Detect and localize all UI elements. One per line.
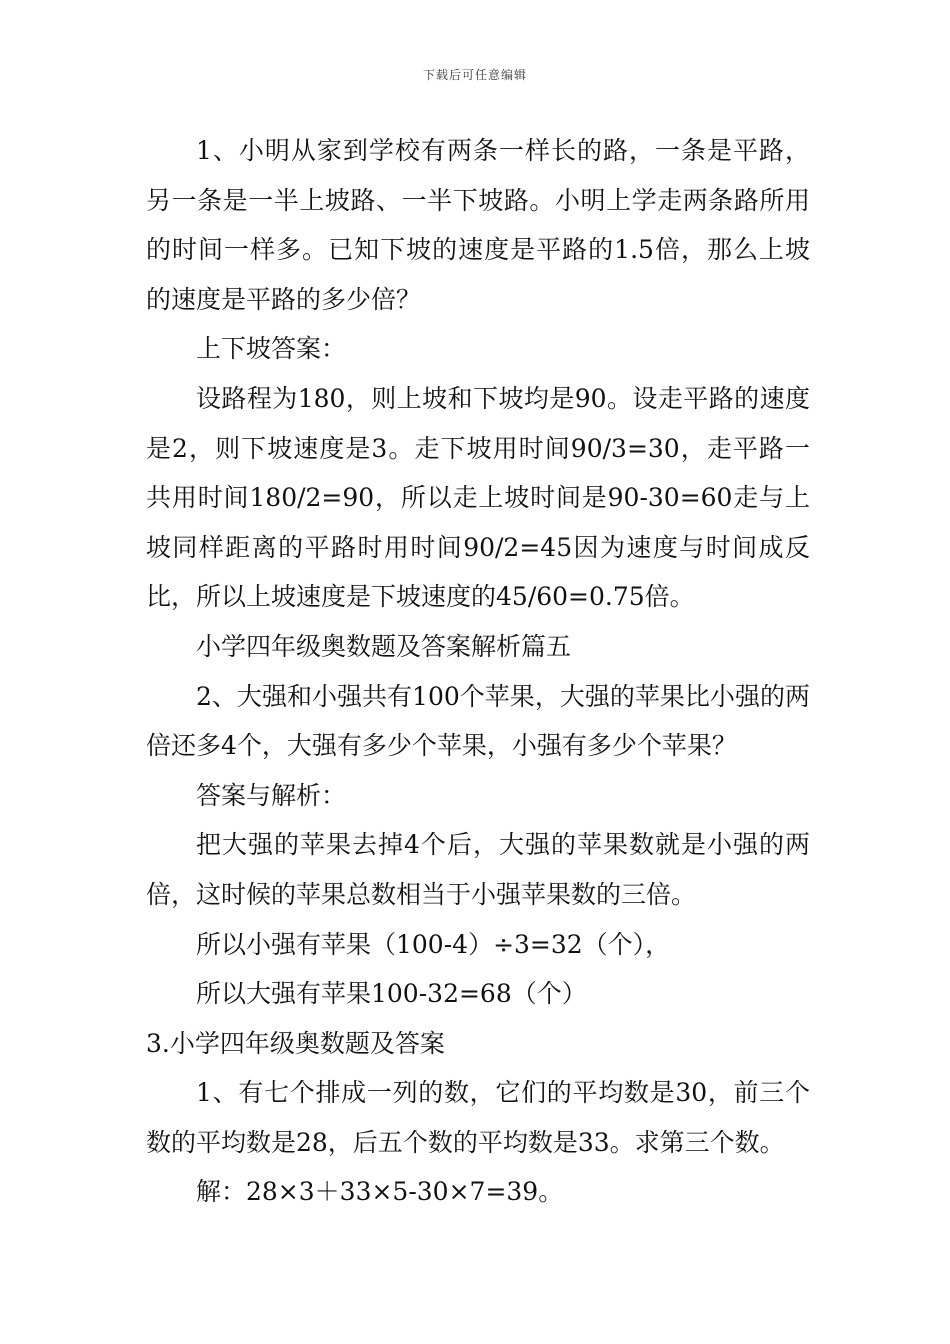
calculation-line-2: 所以大强有苹果100-32=68（个） — [196, 979, 587, 1009]
calculation-line-1: 所以小强有苹果（100-4）÷3=32（个）， — [196, 929, 671, 959]
page-header: 下载后可任意编辑 — [422, 68, 527, 82]
section-title: 小学四年级奥数题及答案解析篇五 — [196, 631, 572, 661]
problem-2-paragraph: 2、大强和小强共有100个苹果，大强的苹果比小强的两倍还多4个，大强有多少个苹果，小强有多少个苹果？ — [146, 681, 810, 761]
answer-paragraph: 设路程为180，则上坡和下坡均是90。设走平路的速度是2，则下坡速度是3。走下坡用时间90/3=30，走平路一共用时间180/2=90，所以走上坡时间是90-30=60走与上坡同样距离的平路时用时间90/2=45因为速度与时间成反比，所以上坡速度是下坡速度的45/60=0.75倍。 — [146, 383, 810, 612]
problem-3-paragraph: 1、有七个排成一列的数，它们的平均数是30，前三个数的平均数是28，后五个数的平均数是33。求第三个数。 — [146, 1078, 810, 1157]
section-heading: 3.小学四年级奥数题及答案 — [146, 1028, 445, 1058]
document-body — [146, 126, 810, 1217]
solution-line: 解：28×3＋33×5-30×7=39。 — [196, 1177, 564, 1207]
analysis-paragraph: 把大强的苹果去掉4个后，大强的苹果数就是小强的两倍，这时候的苹果总数相当于小强苹果数的三倍。 — [146, 830, 810, 909]
analysis-heading: 答案与解析： — [196, 780, 347, 810]
answer-heading: 上下坡答案： — [196, 334, 347, 364]
problem-1-paragraph: 1、小明从家到学校有两条一样长的路，一条是平路，另一条是一半上坡路、一半下坡路。小明上学走两条路所用的时间一样多。已知下坡的速度是平路的1.5倍，那么上坡的速度是平路的多少倍？ — [146, 136, 810, 314]
